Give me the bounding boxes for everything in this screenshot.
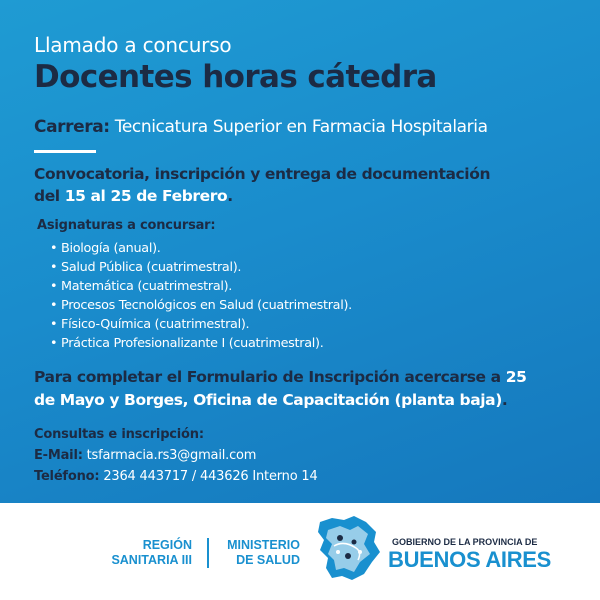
carrera-line: [34, 117, 488, 137]
consultas-title: Consultas e inscripción:: [34, 427, 204, 442]
carrera-value: Tecnicatura Superior en Farmacia Hospitalaria: [114, 117, 488, 137]
province-map-emblem-icon: [314, 512, 386, 584]
ministerio-line-1: MINISTERIO: [227, 538, 300, 552]
email-value: tsfarmacia.rs3@gmail.com: [86, 448, 257, 463]
formulario-address: de Mayo y Borges, Oficina de Capacitación (planta baja): [34, 391, 502, 409]
phone-line: [34, 469, 318, 484]
subtitle: Llamado a concurso: [34, 33, 232, 57]
list-item: • Procesos Tecnológicos en Salud (cuatrimestral).: [50, 298, 352, 313]
footer-separator: [207, 538, 209, 568]
list-item: • Salud Pública (cuatrimestral).: [50, 260, 242, 275]
region-logo: [92, 538, 192, 568]
convocatoria-period: .: [227, 187, 233, 205]
formulario-line-1: [34, 368, 526, 386]
email-line: [34, 448, 256, 463]
ministerio-logo: [218, 538, 300, 568]
carrera-label: Carrera:: [34, 117, 110, 137]
convocatoria-dates: 15 al 25 de Febrero: [64, 187, 228, 205]
list-item: • Biología (anual).: [50, 241, 161, 256]
email-label: E-Mail:: [34, 448, 83, 463]
list-item: • Físico-Química (cuatrimestral).: [50, 317, 250, 332]
divider: [34, 150, 96, 153]
asignaturas-title: Asignaturas a concursar:: [37, 218, 216, 233]
formulario-period: .: [501, 391, 508, 409]
list-item: • Práctica Profesionalizante I (cuatrimestral).: [50, 336, 324, 351]
phone-value: 2364 443717 / 443626 Interno 14: [103, 469, 318, 484]
formulario-number: 25: [505, 368, 527, 386]
list-item: • Matemática (cuatrimestral).: [50, 279, 233, 294]
phone-label: Teléfono:: [34, 469, 100, 484]
convocatoria-line-1: Convocatoria, inscripción y entrega de documentación: [34, 165, 491, 183]
page-title: Docentes horas cátedra: [34, 59, 437, 95]
formulario-text: Para completar el Formulario de Inscripción acercarse a: [34, 368, 501, 386]
region-line-1: REGIÓN: [142, 538, 192, 552]
ministerio-line-2: DE SALUD: [236, 553, 300, 567]
region-line-2: SANITARIA III: [111, 553, 192, 567]
formulario-line-2: [34, 391, 507, 409]
gobierno-label: GOBIERNO DE LA PROVINCIA DE: [392, 537, 538, 547]
convocatoria-del: del: [34, 187, 60, 205]
convocatoria-line-2: [34, 187, 233, 205]
buenos-aires-label: BUENOS AIRES: [388, 547, 552, 572]
